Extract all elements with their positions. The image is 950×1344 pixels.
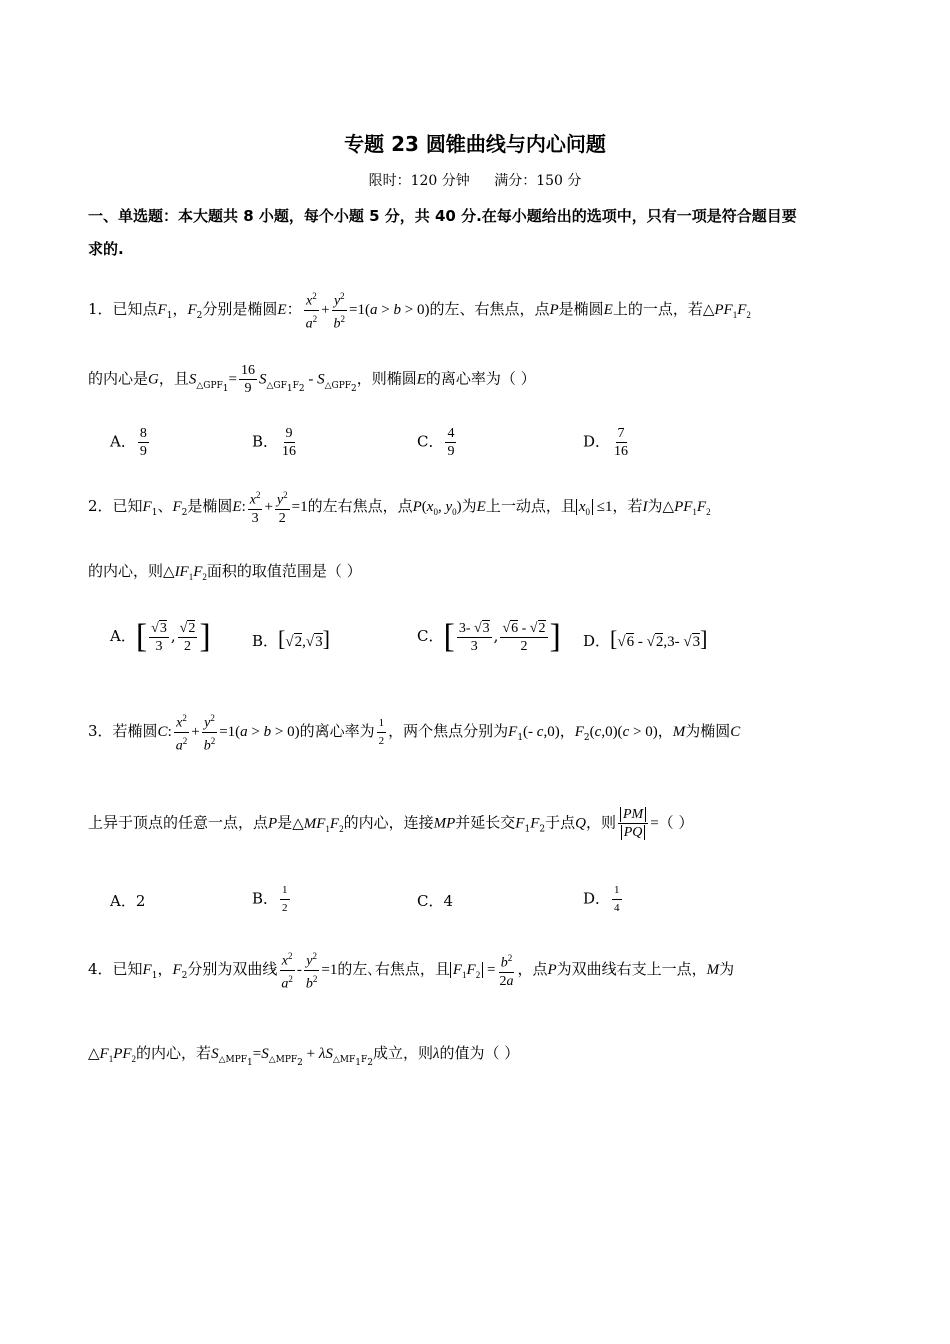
option-c[interactable]: C． $\frac{4}{9}$ [417,426,455,459]
section-heading: 一、单选题：本大题共 8 小题，每个小题 5 分，共 40 分.在每小题给出的选项中，只有一项是符合题目要 求的. [88,207,797,258]
option-d[interactable]: D． $\frac{7}{16}$ [583,426,629,459]
option-a[interactable]: A．[ $\frac{√3}{3}$ , $\frac{√2}{2}$ ] [110,618,211,655]
option-a[interactable]: A． $\frac{8}{9}$ [110,426,147,459]
time-limit: 限时：120 分钟 [368,173,470,189]
option-c[interactable]: C．[ $\frac{3- √3}{3}$ , $\frac{√6 - √2}{2}$ ] [417,618,561,655]
option-a[interactable]: A．2 [110,892,146,910]
question-1-line-2: 的内心是G，且$S_{\triangle GPF_1}=$ $\frac{16}{9}$ $S_{\triangle GF_1F_2} - S_{\triangle GPF_2}$，则椭圆E的离心率为（ ） [88,363,536,396]
question-1-line-1: 1．已知点$F_1$，$F_2$分别是椭圆E： $\frac{x^2}{a^2}$ + $\frac{y^2}{b^2}$ =1(a > b > 0)的左、右焦点，点P是椭圆E上的一点，若$\triangle PF_1F_2$ [88,288,878,332]
page-title: 专题 23 圆锥曲线与内心问题 [344,132,606,156]
option-b[interactable]: B．[√2,√3] [252,626,330,651]
question-3-line-1: 3．若椭圆C: $\frac{x^2}{a^2}$ + $\frac{y^2}{b^2}$ =1(a > b > 0)的离心率为 $\frac{1}{2}$ ，两个焦点分别为$F_1(-$ c,0)，$F_2(c,0)(c > 0)$，M为椭圆C [88,710,878,754]
question-4-line-1: 4．已知$F_1$，$F_2$分别为双曲线 $\frac{x^2}{a^2}$ - $\frac{y^2}{b^2}$ =1的左､右焦点，且 $F_1F_2$ = $\frac{b^2}{2a}$ ，点P为双曲线右支上一点，M为 [88,948,878,992]
option-b[interactable]: B． $\frac{9}{16}$ [252,426,297,459]
option-d[interactable]: D．[√6 - √2,3- √3] [583,626,708,651]
question-3-line-2: 上异于顶点的任意一点，点P是$\triangle MF_1F_2$的内心，连接MP并延长交$F_1F_2$于点Q，则 $\frac{PM}{PQ}$ =（ ） [88,807,694,840]
option-c[interactable]: C．4 [417,892,454,910]
question-2-line-1: 2．已知$F_1$、$F_2$是椭圆E: $\frac{x^2}{3}$ + $\frac{y^2}{2}$ =1的左右焦点，点$P(x_0$, $y_0$)为E上一动点，且 $x_0 \le 1$，若I为$\triangle PF_1F_2$ [88,487,878,527]
option-d[interactable]: D． $\frac{1}{4}$ [583,884,620,914]
question-2-line-2: 的内心，则$\triangle IF_1F_2$面积的取值范围是（ ） [88,562,362,582]
total-score: 满分：150 分 [494,173,582,189]
option-b[interactable]: B． $\frac{1}{2}$ [252,884,288,914]
exam-info [0,170,950,190]
question-4-line-2: $\triangle F_1PF_2$的内心，若$S_{\triangle MPF_1}=S_{\triangle MPF_2} + \lambda S_{\triangle MF_1F_2}$成立，则λ的值为（ ） [88,1044,520,1068]
